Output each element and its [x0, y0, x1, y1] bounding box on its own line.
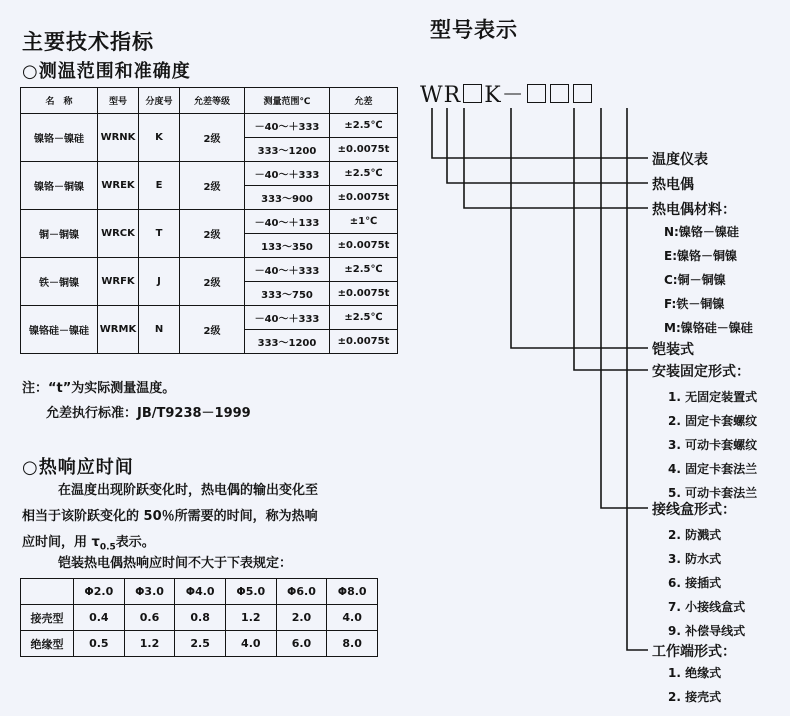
row-index: K	[139, 114, 180, 162]
material-item: N:镍铬－镍硅	[664, 225, 739, 239]
row-grade: 2级	[180, 306, 245, 354]
material-item: F:铁－铜镍	[664, 297, 725, 311]
row-model: WRMK	[98, 306, 139, 354]
row-range: －40～＋333	[245, 114, 330, 138]
cell: 2.0	[276, 605, 327, 631]
row-name: 铜－铜镍	[21, 210, 98, 258]
label-thermocouple: 热电偶	[652, 177, 694, 193]
cell: 0.5	[74, 631, 125, 657]
cell: 2.5	[175, 631, 226, 657]
row-model: WRFK	[98, 258, 139, 306]
model-section-title: 型号表示	[430, 18, 518, 42]
end-item: 1. 绝缘式	[668, 666, 722, 680]
mounting-item: 5. 可动卡套法兰	[668, 486, 758, 500]
header-name: 名 称	[21, 88, 98, 114]
row-index: T	[139, 210, 180, 258]
row-model: WRNK	[98, 114, 139, 162]
cell: 0.8	[175, 605, 226, 631]
line-thermocouple	[447, 108, 648, 183]
row-index: J	[139, 258, 180, 306]
header-cell: Φ4.0	[175, 579, 226, 605]
row-tolerance: ±0.0075t	[330, 330, 398, 354]
cell: 4.0	[225, 631, 276, 657]
row-range: 333～750	[245, 282, 330, 306]
row-model: WREK	[98, 162, 139, 210]
row-range: －40～＋333	[245, 258, 330, 282]
row-tolerance: ±0.0075t	[330, 234, 398, 258]
row-range: 333～1200	[245, 138, 330, 162]
label-material: 热电偶材料：	[652, 202, 736, 218]
row-range: －40～＋133	[245, 210, 330, 234]
row-range: 333～900	[245, 186, 330, 210]
row-tolerance: ±2.5℃	[330, 258, 398, 282]
mounting-item: 3. 可动卡套螺纹	[668, 438, 758, 452]
row-tolerance: ±2.5℃	[330, 306, 398, 330]
header-cell: Φ6.0	[276, 579, 327, 605]
row-name: 镍铬硅－镍硅	[21, 306, 98, 354]
box-item: 9. 补偿导线式	[668, 624, 746, 638]
box-item: 7. 小接线盒式	[668, 600, 746, 614]
cell: 8.0	[327, 631, 378, 657]
cell: 0.4	[74, 605, 125, 631]
header-cell: Φ5.0	[225, 579, 276, 605]
header-tolerance: 允差	[330, 88, 398, 114]
row-tolerance: ±2.5℃	[330, 114, 398, 138]
label-junction-box: 接线盒形式：	[652, 502, 736, 518]
box-item: 3. 防水式	[668, 552, 722, 566]
row-grade: 2级	[180, 210, 245, 258]
row-tolerance: ±2.5℃	[330, 162, 398, 186]
section-title-range: ○测温范围和准确度	[22, 61, 191, 82]
cell: 1.2	[124, 631, 175, 657]
line-working-end	[627, 108, 648, 650]
row-label: 接壳型	[21, 605, 74, 631]
row-name: 镍铬－铜镍	[21, 162, 98, 210]
paragraph-text: 应时间，用 τ	[22, 535, 100, 550]
row-grade: 2级	[180, 162, 245, 210]
paragraph-line-1: 在温度出现阶跃变化时，热电偶的输出变化至	[58, 483, 319, 498]
header-cell: Φ2.0	[74, 579, 125, 605]
row-range: 133～350	[245, 234, 330, 258]
header-model: 型号	[98, 88, 139, 114]
label-instrument: 温度仪表	[652, 152, 708, 168]
box-item: 6. 接插式	[668, 576, 722, 590]
row-range: 333～1200	[245, 330, 330, 354]
cell: 1.2	[225, 605, 276, 631]
material-item: C:铜－铜镍	[664, 273, 726, 287]
label-mounting: 安装固定形式：	[652, 364, 750, 380]
model-prefix: WR	[420, 83, 462, 108]
line-junction-box	[601, 108, 648, 508]
row-tolerance: ±0.0075t	[330, 282, 398, 306]
material-item: E:镍铬－铜镍	[664, 249, 737, 263]
box-item: 2. 防溅式	[668, 528, 722, 542]
paragraph-line-4: 铠装热电偶热响应时间不大于下表规定：	[58, 556, 293, 571]
cell: 6.0	[276, 631, 327, 657]
cell: 0.6	[124, 605, 175, 631]
header-cell: Φ3.0	[124, 579, 175, 605]
row-tolerance: ±0.0075t	[330, 186, 398, 210]
row-range: －40～＋333	[245, 306, 330, 330]
row-grade: 2级	[180, 114, 245, 162]
page-title: 主要技术指标	[22, 30, 154, 54]
note-t: 注：“t”为实际测量温度。	[22, 381, 176, 396]
mounting-item: 2. 固定卡套螺纹	[668, 414, 758, 428]
note-standard: 允差执行标准：JB/T9238－1999	[46, 406, 251, 421]
row-index: E	[139, 162, 180, 210]
tau-subscript: 0.5	[99, 542, 116, 553]
header-index: 分度号	[139, 88, 180, 114]
row-label: 绝缘型	[21, 631, 74, 657]
row-tolerance: ±1℃	[330, 210, 398, 234]
mounting-item: 4. 固定卡套法兰	[668, 462, 758, 476]
row-name: 镍铬－镍硅	[21, 114, 98, 162]
row-model: WRCK	[98, 210, 139, 258]
row-name: 铁－铜镍	[21, 258, 98, 306]
label-working-end: 工作端形式：	[652, 644, 736, 660]
row-grade: 2级	[180, 258, 245, 306]
label-armored: 铠装式	[652, 342, 694, 358]
cell: 4.0	[327, 605, 378, 631]
section-title-response: ○热响应时间	[22, 457, 134, 478]
row-range: －40～＋333	[245, 162, 330, 186]
line-mounting	[574, 108, 648, 370]
end-item: 2. 接壳式	[668, 690, 722, 704]
row-index: N	[139, 306, 180, 354]
header-range: 测量范围℃	[245, 88, 330, 114]
paragraph-text: 表示。	[115, 535, 155, 550]
paragraph-line-2: 相当于该阶跃变化的 50％所需要的时间，称为热响	[22, 509, 318, 524]
material-item: M:镍铬硅－镍硅	[664, 321, 753, 335]
row-tolerance: ±0.0075t	[330, 138, 398, 162]
mounting-item: 1. 无固定装置式	[668, 390, 758, 404]
header-cell: Φ8.0	[327, 579, 378, 605]
model-mid: K－	[484, 83, 525, 108]
header-grade: 允差等级	[180, 88, 245, 114]
